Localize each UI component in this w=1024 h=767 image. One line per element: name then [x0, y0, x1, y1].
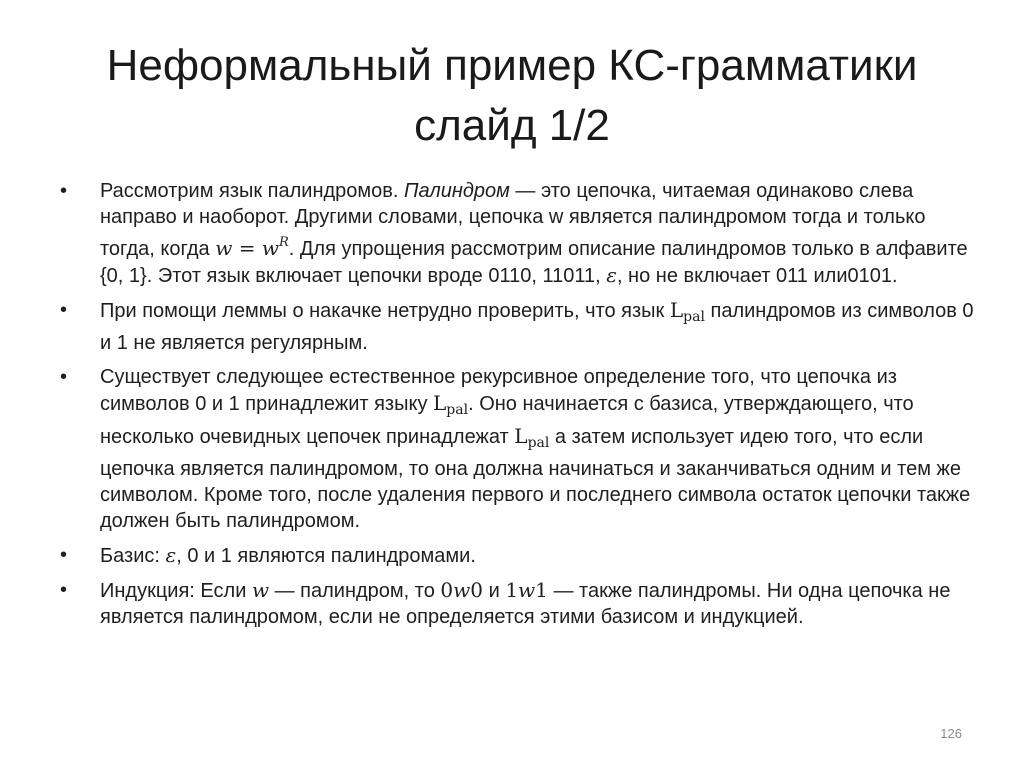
- math-w: w: [261, 236, 279, 260]
- text: — это цепочка, читаемая одинаково слева направо и наоборот. Другими словами, цепочка w является палиндромом тогда и только тогда, когда: [100, 180, 926, 260]
- bullet-icon: •: [60, 180, 68, 202]
- math-w: w: [518, 578, 536, 602]
- math-digit: 0: [440, 578, 454, 602]
- math-subscript-pal: pal: [683, 309, 705, 325]
- text: — также палиндромы. Ни одна цепочка не является палиндромом, если не определяется этими базисом и индукцией.: [100, 580, 951, 628]
- text: — палиндром, то: [269, 580, 441, 602]
- math-digit: 1: [535, 578, 548, 602]
- math-digit: 1: [505, 578, 519, 602]
- math-digit: 0: [470, 578, 484, 602]
- slide-title: Неформальный пример КС-грамматики слайд 1/2: [106, 41, 918, 150]
- page-number: 126: [940, 726, 962, 741]
- math-w: w: [251, 578, 270, 602]
- text: и: [483, 580, 506, 602]
- bullet-item-recursive-definition: [60, 364, 980, 534]
- text: а затем использует идею того, что если цепочка является палиндромом, то она должна начинаться и заканчиваться одним и тем же символом. Кроме того, после удаления первого и последнего символа остаток цепочки также должен быть палиндромом.: [100, 426, 971, 532]
- math-L: L: [514, 424, 528, 448]
- text: , 0 и 1 являются палиндромами.: [176, 545, 476, 567]
- text: Индукция: Если: [100, 580, 252, 602]
- math-L: L: [669, 298, 684, 322]
- bullet-item-palindrome-definition: [60, 178, 980, 289]
- text: Существует следующее естественное рекурсивное определение того, что цепочка из символов 0 и 1 принадлежит языку: [100, 366, 897, 415]
- math-superscript-r: R: [278, 235, 289, 250]
- bullet-icon: •: [60, 366, 68, 388]
- bullet-icon: •: [60, 299, 68, 321]
- bullet-icon: •: [60, 579, 68, 601]
- math-subscript-pal: pal: [527, 435, 550, 451]
- math-w: w: [453, 578, 471, 602]
- bullet-list: [60, 178, 980, 638]
- math-epsilon: ε: [165, 543, 177, 567]
- text: При помощи леммы о накачке нетрудно проверить, что язык: [100, 300, 670, 322]
- text: Базис:: [100, 545, 166, 567]
- text: , но не включает 011 или0101.: [616, 265, 898, 287]
- math-epsilon: ε: [606, 263, 617, 287]
- text: палиндромов из символов 0 и 1 не является регулярным.: [100, 300, 974, 354]
- math-L: L: [433, 391, 447, 415]
- text: Рассмотрим язык палиндромов.: [100, 180, 405, 202]
- bullet-item-induction: [60, 577, 980, 630]
- text: . Оно начинается с базиса, утверждающего, что несколько очевидных цепочек принадлежат: [100, 393, 914, 448]
- term-palindrome: Палиндром: [404, 180, 510, 202]
- math-w: w: [215, 236, 233, 260]
- math-equals: =: [232, 236, 262, 260]
- bullet-icon: •: [60, 544, 68, 566]
- bullet-item-basis: [60, 542, 980, 569]
- text: . Для упрощения рассмотрим описание палиндромов только в алфавите {0, 1}. Этот язык включает цепочки вроде 0110, 11011,: [100, 238, 968, 287]
- bullet-item-pumping-lemma: [60, 297, 980, 356]
- math-subscript-pal: pal: [446, 402, 469, 418]
